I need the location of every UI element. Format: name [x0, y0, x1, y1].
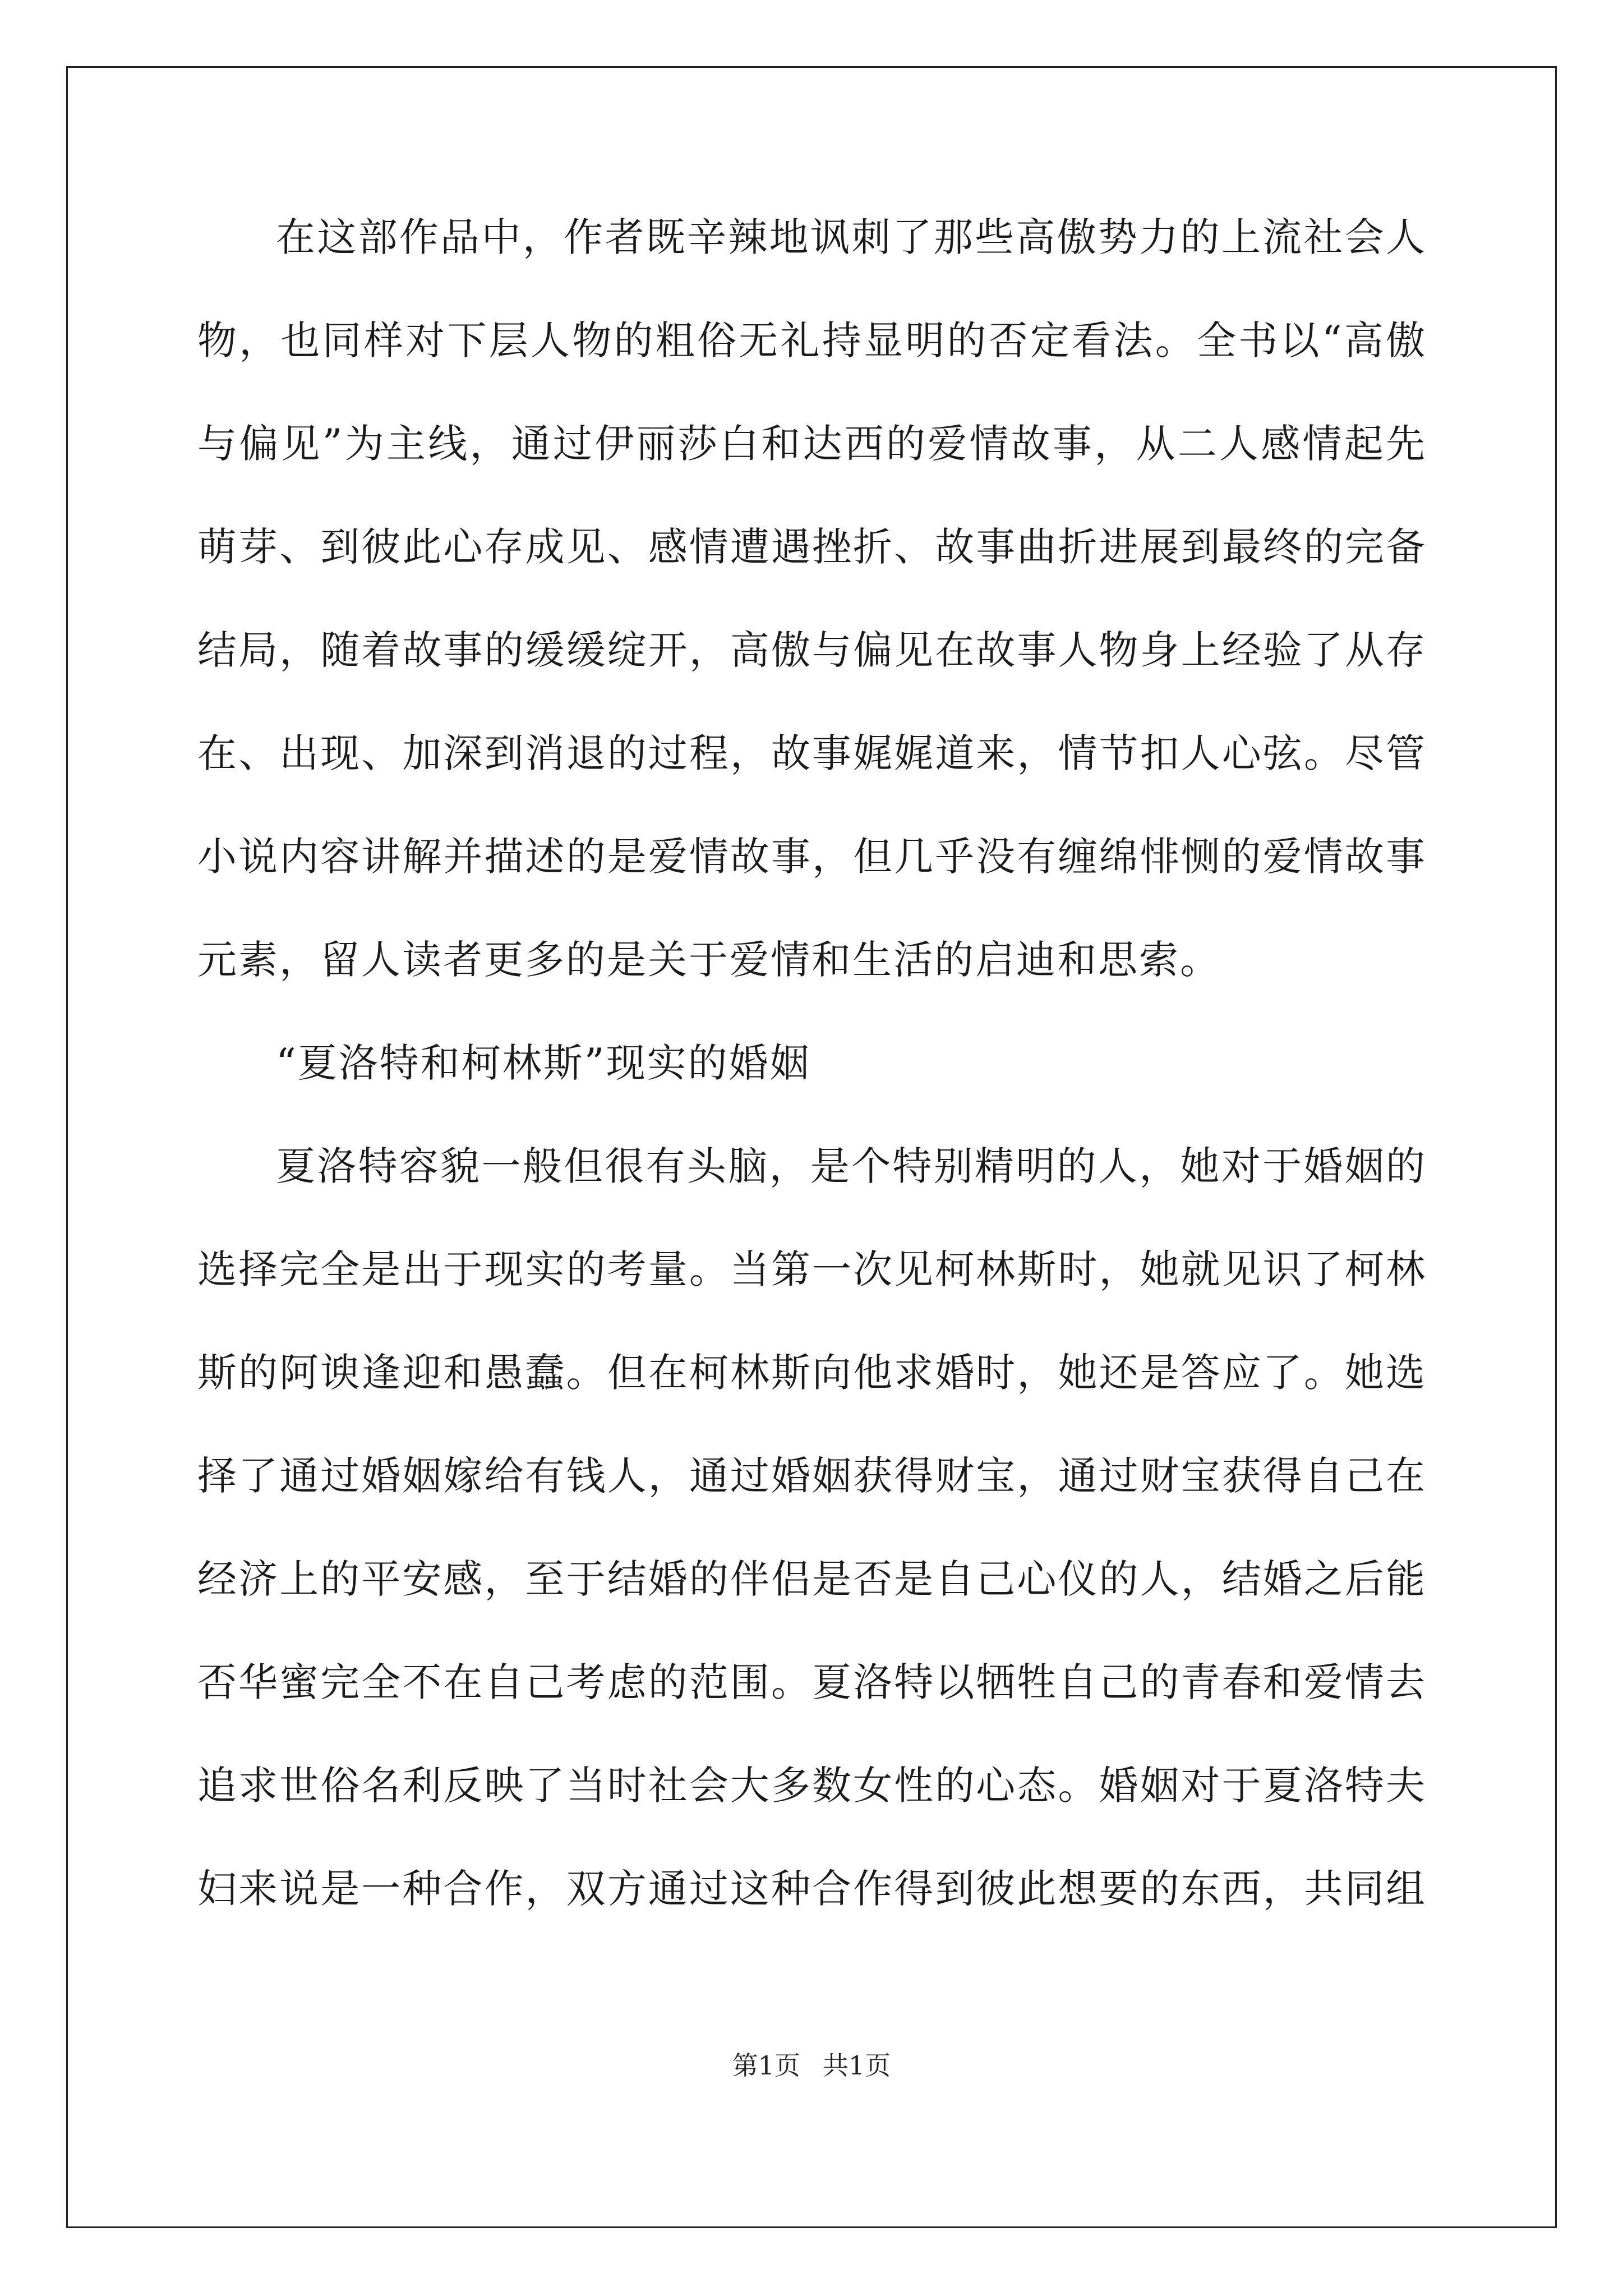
paragraph-3-line-4: 择了通过婚姻嫁给有钱人，通过婚姻获得财宝，通过财宝获得自己在: [197, 1453, 1427, 1499]
paragraph-1-line-8: 元素，留人读者更多的是关于爱情和生活的启迪和思索。: [197, 937, 1221, 983]
section-heading: “夏洛特和柯林斯”现实的婚姻: [276, 1040, 811, 1086]
paragraph-1-line-3: 与偏见”为主线，通过伊丽莎白和达西的爱情故事，从二人感情起先: [197, 421, 1427, 467]
paragraph-3-line-2: 选择完全是出于现实的考量。当第一次见柯林斯时，她就见识了柯林: [197, 1246, 1427, 1292]
page-total: 共1页: [823, 2050, 891, 2081]
paragraph-3-line-8: 妇来说是一种合作，双方通过这种合作得到彼此想要的东西，共同组: [197, 1866, 1427, 1912]
paragraph-1-line-1: 在这部作品中，作者既辛辣地讽刺了那些高傲势力的上流社会人: [276, 214, 1427, 260]
paragraph-3-line-5: 经济上的平安感，至于结婚的伴侣是否是自己心仪的人，结婚之后能: [197, 1556, 1427, 1602]
paragraph-1-line-2: 物，也同样对下层人物的粗俗无礼持显明的否定看法。全书以“高傲: [197, 318, 1427, 364]
page-footer: [0, 2049, 1623, 2082]
paragraph-3-line-6: 否华蜜完全不在自己考虑的范围。夏洛特以牺牲自己的青春和爱情去: [197, 1659, 1427, 1705]
paragraph-1-line-6: 在、出现、加深到消退的过程，故事娓娓道来，情节扣人心弦。尽管: [197, 730, 1427, 776]
paragraph-3-line-7: 追求世俗名利反映了当时社会大多数女性的心态。婚姻对于夏洛特夫: [197, 1763, 1427, 1809]
paragraph-1-line-7: 小说内容讲解并描述的是爱情故事，但几乎没有缠绵悱恻的爱情故事: [197, 834, 1427, 880]
paragraph-3-line-3: 斯的阿谀逢迎和愚蠢。但在柯林斯向他求婚时，她还是答应了。她选: [197, 1350, 1427, 1396]
paragraph-1-line-5: 结局，随着故事的缓缓绽开，高傲与偏见在故事人物身上经验了从存: [197, 627, 1427, 673]
paragraph-1-line-4: 萌芽、到彼此心存成见、感情遭遇挫折、故事曲折进展到最终的完备: [197, 524, 1427, 570]
paragraph-3-line-1: 夏洛特容貌一般但很有头脑，是个特别精明的人，她对于婚姻的: [276, 1143, 1427, 1189]
page-number: 第1页: [732, 2050, 800, 2081]
